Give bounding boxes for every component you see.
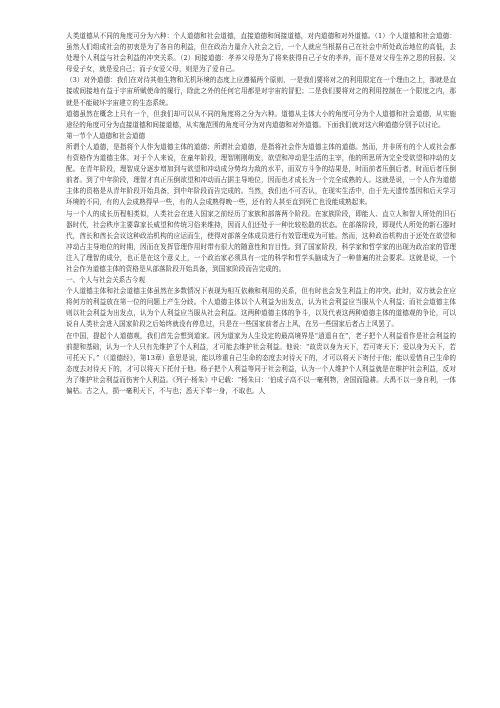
paragraph-relation-body: 个人道德主体和社会道德主体虽然在多数情况下表现为相互依赖和利用的关系，但有时也会发生利益上的冲突。此时，双方就会在应将何方的利益放在第一位的问题上产生分歧。个人道德主体以个人利益为出发点，认为社会利益应当服从个人利益；而社会道德主体则以社会利益为出发点，认为个人利益应当服从社会利益。这两种道德主体的争斗，以及代表这两种道德主体的道德观的争论，可以说自人类社会进入国家阶段之后始终就没有停息过，只是在一些国家前者占上风，在另一些国家后者占上风罢了。 [66, 287, 456, 329]
top-margin [66, 0, 456, 31]
paragraph-china-history: 在中国，提起个人道德观，我们首先会想到道家。因为道家为人生设定的最高境界是“逍遥自在”，老子把个人利益看作是社会利益的前提和基础，认为一个人只有先维护了个人利益，才可能去维护社会利益。他说：“故贵以身为天下，若可寄天下；爱以身为天下，若可托天下。”（《道德经》，第13章）意思是说，能以珍重自己生命的态度去对待天下的，才可以将天下寄付于他；能以爱惜自己生命的态度去对待天下的，才可以将天下托付于他。杨子把个人利益等同于社会利益，认为一个人维护个人利益就是在维护社会利益，反对为了维护社会利益而伤害个人利益。《列子·杨朱》中记载：“杨朱曰：‘伯成子高不以一毫利物，舍国而隐耕。大禹不以一身自利，一体偏枯。古之人，损一毫利天下，不与也；悉天下奉一身，不取也。人 [66, 331, 456, 395]
paragraph-inner-outer: （3）对外道德：我们在对待其他生物和无机环境的态度上应遵循两个原则，一是我们要将对之的利用限定在一个理由之上，那就是直接或间接地有益于宇宙所赋使命的履行，除此之外的任何它用都是对宇宙的冒犯；二是我们要将对之的利用控制在一个限度之内，那就是不能破坏宇宙建立的生态系统。 [66, 76, 456, 107]
section-heading-individual-social: 第一节个人道德和社会道德 [66, 131, 146, 140]
paragraph-six-kinds: 道德虽然在概念上只有一个，但我们却可以从不同的角度将之分为六种。道德从主体大小的角度可分为个人道德和社会道德，从实施途径的角度可分为直接道德和间接道德，从实施范围的角度可分为对内道德和对外道德。下面我们就对这六种道德分别予以讨论。 [66, 109, 456, 129]
paragraph-society-definition: 与一个人的成长历程相类似，人类社会在进入国家之前经历了家族和部落两个阶段。在家族阶段，即能人、直立人和智人所处的旧石器时代，社会秩序主要靠家长威望和传统习俗来维持，因而人们还处于一种比较松散的状态。在部落阶段，即现代人所处的新石器时代，酋长和酋长会议这种政治机构的应运而生，使得对部落全体成员进行有效管理成为可能。然而，这种政治机构由于还处在欲望和冲动占主导地位的时期，因而在发挥管理作用时带有很大的随意性和盲目性。到了国家阶段，科学家和哲学家的出现为政治家的管理注入了理智的成分，也正是在这个意义上，一个政治家必须具有一定的科学和哲学头脑成为了一种普遍的社会要求。这就是说，一个社会作为道德主体的资格是从部落阶段开始具备，到国家阶段而告完成的。 [66, 209, 456, 273]
paragraph-intro: 人类道德从不同的角度可分为六种：个人道德和社会道德，直接道德和间接道德，对内道德和对外道德。（1）个人道德和社会道德：虽然人们组成社会的初衷是为了各自的利益，但在政治力量介入社会之后，一个人就应当根据自己在社会中所处政治地位的高低，去处理个人利益与社会利益的冲突关系。（2）间接道德：孝养父母是为了将来获得自己子女的孝养，而不是对父母生养之恩的回报。父母爱子女，就是爱自己；而子女爱父母，则是为了爱自己。 [66, 32, 456, 74]
subheading-relation: 一、个人与社会关系古今观 [66, 276, 146, 285]
paragraph-individual-definition: 所谓个人道德，是指将个人作为道德主体的道德；所谓社会道德，是指将社会作为道德主体的道德。然而，并非所有的个人或社会都有资格作为道德主体。对于个人来说，在童年阶段，理智刚刚萌发，欲望和冲动是生活的主宰，他的所思所为完全受欲望和冲动的支配。在青年阶段，理智成分逐步增加到与欲望和冲动成分势均力敌的水平，而双方斗争的结果是，时而前者压倒后者，时而后者压倒前者。到了中年阶段，理智才真正压倒欲望和冲动而占据主导地位，因而也才成长为一个完全成熟的人。这就是说，一个人作为道德主体的资格是从青年阶段开始具备，到中年阶段而告完成的。当然，我们也不可否认，在现实生活中，由于先天遗传基因和后天学习环境的不同，有的人会成熟得早一些，有的人会成熟得晚一些，还有的人甚至直到死亡也没能成熟起来。 [66, 142, 456, 207]
